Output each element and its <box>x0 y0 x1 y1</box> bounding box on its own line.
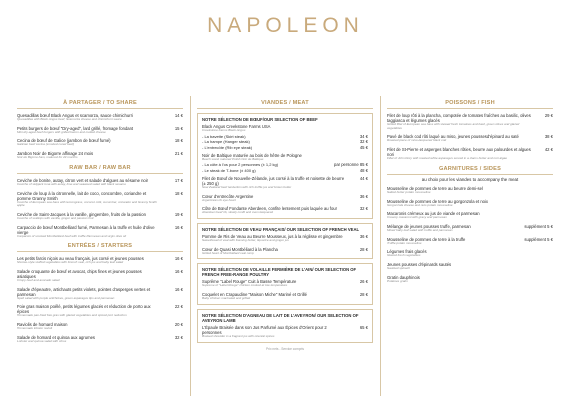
poultry-selection-heading: NOTRE SÉLECTION DE VOLAILLE FERMIÈRE DE L'AIN/ OUR SELECTION OF FRENCH FREE-RANGE POULTRY <box>202 267 357 278</box>
item-description: Homemade lobster ravioli <box>17 326 53 331</box>
menu-item <box>202 206 368 215</box>
item-name: Salade de homard et quinoa aux agrumes <box>17 334 95 340</box>
menu-item <box>17 151 183 160</box>
item-name: Petits burgers de bœuf "Dry-aged", lard grillé, fromage fondant <box>17 125 134 131</box>
item-price: 36 € <box>359 193 368 199</box>
item-name: Pavé de black cod rôti laqué au miso, jeunes poussesd'épinard au saté <box>387 134 519 140</box>
menu-item <box>387 199 553 208</box>
item-name: Filet de St-Pierre et asperges blanches rôties, beurre aux palourdes et algues nori <box>387 147 531 158</box>
item-price: 22 € <box>174 304 183 310</box>
share-list <box>17 113 183 160</box>
sides-list <box>387 186 553 284</box>
menu-item <box>202 234 368 243</box>
left-column <box>17 100 183 348</box>
item-description: Creekstone Farms Black Angus <box>202 128 246 132</box>
item-description: Baby chicken marinated and grilled <box>202 296 251 301</box>
item-name: Mélange de jeunes pousses truffe, parmesan <box>387 223 471 229</box>
item-name: Carpaccio de bœuf Montbelliard fumé, Parmesan à la truffe et huile d'olive vierge <box>17 224 155 235</box>
menu-item <box>202 292 368 301</box>
item-description: Quesadillas with Black Angus beef, Scamorza cheese and chimichurri sauce <box>17 117 122 121</box>
menu-item <box>17 138 183 147</box>
menu-item <box>202 325 368 339</box>
section-title-meat: VIANDES / MEAT <box>197 100 373 109</box>
section-title-share: À PARTAGER / TO SHARE <box>17 100 183 109</box>
beef-cuts-list <box>202 134 368 150</box>
item-price: 45 € <box>359 144 368 150</box>
item-price: 65 € <box>359 324 368 330</box>
item-price: 28 € <box>359 246 368 252</box>
item-price: 32 € <box>174 334 183 340</box>
poultry-selection-box <box>197 263 373 304</box>
sides-subtitle: au choix pour les viandes to accompany the meat <box>421 176 519 182</box>
item-name: Les petits farcis niçois au veau français, jus corsé et jeunes pousses <box>17 256 144 262</box>
item-description: Crispy beef and avocado salad <box>17 278 60 283</box>
item-name: Black Angus Creekstone Farms USA <box>202 124 271 129</box>
item-description: Noir de Bigorre ham, matured for 24 months <box>17 155 78 160</box>
item-description: Fillet of John Dory with roasted white asparagus served in a clams butter and nori algae <box>387 156 508 161</box>
menu-item <box>17 287 183 301</box>
item-description: Homemade pan-fried foie gras with glazed vegetables and spiced port reduction <box>17 313 127 318</box>
menu-item <box>17 304 183 318</box>
item-name: Pomme de Ris de Veau au Beurre Mousseux, jus à la réglisse et gingembre <box>202 234 343 240</box>
right-column <box>387 100 553 287</box>
item-price: 21 € <box>174 151 183 157</box>
menu-item <box>17 269 183 283</box>
item-description: Truffle potato mousseline <box>387 240 422 245</box>
item-name: Salade d'épeautre, artichauts petits violets, pointes d'asperges vertes et parmesan <box>17 286 151 297</box>
menu-item <box>17 212 183 221</box>
item-price: 16 € <box>174 256 183 262</box>
item-price: 32 € <box>359 206 368 212</box>
menu-item <box>202 194 368 203</box>
item-description: Sautéed spinach <box>387 266 411 271</box>
item-price: 42 € <box>544 147 553 153</box>
beef-selection-heading: NOTRE SÉLECTION DE BŒUF/OUR SELECTION OF BEEF <box>202 117 318 122</box>
item-name: Légumes frais glacés <box>387 249 427 255</box>
item-description: Grilled heart of Montbéliard veal rump <box>202 250 254 255</box>
menu-item <box>202 153 368 162</box>
item-description: Roasted piece of miso-lacquered black cod <box>387 138 447 143</box>
item-name: - Le steak de T-bone (± 400 g) <box>202 167 256 173</box>
menu-item <box>202 139 368 144</box>
veal-list <box>202 234 368 255</box>
item-name: Côte de Bœuf Fondante Aberdeen, confite lentement puis laquée au four <box>202 206 338 212</box>
item-name: - La hampe (Hanger steak) <box>202 139 250 145</box>
item-name: Mousseline de pommes de terre au beurre demi-sel <box>387 185 483 191</box>
menu-item <box>17 126 183 135</box>
item-name: Salade croquante de bœuf et avocat, chips fines et jeunes pousses asiatiques <box>17 269 142 280</box>
menu-item <box>387 262 553 271</box>
item-name: Quesadillas bœuf Black Angus et scamorza, sauce chimichurri <box>17 113 133 118</box>
item-description: Potatoes gratin <box>387 278 408 283</box>
item-description: Aberdeen beef rib, slowly confit and oven lacquered <box>202 210 274 215</box>
item-description: Grilled fillet of European sea bass with stewed fresh tomatoes and basil, green olives and glazed vegetables <box>387 122 520 130</box>
item-description: Salted butter potato mousseline <box>387 189 431 194</box>
item-price: 32 € <box>359 139 368 145</box>
item-description: Creamy macaroni with gravy and parmesan <box>387 215 447 220</box>
menu-item <box>17 225 183 239</box>
item-price: 44 € <box>359 175 368 181</box>
item-price: 38 € <box>544 134 553 140</box>
item-description: Spelt salad with purple artichokes, green asparagus tips and parmesan <box>17 295 115 300</box>
item-name: Cœur d'entrecôte Argentine <box>202 193 254 199</box>
poultry-list <box>202 279 368 300</box>
menu-item <box>387 249 553 258</box>
menu-item <box>202 176 368 190</box>
item-description: Carpaccio of smoked Montbelliard beef with truffle Parmesan and virgin olive oil <box>17 233 127 238</box>
item-description: Nicoise-style stuffed vegetables with French veal, rich jus and baby leaf salad <box>17 260 124 265</box>
menu-item <box>17 335 183 344</box>
menu-item <box>17 191 183 208</box>
item-name: Mousseline de pommes de terre au gorgonzola et noix <box>387 198 489 204</box>
item-description: Galician beef cecina (smoked cured beef) <box>17 142 75 147</box>
item-description: Ceviche of European sea bass with lemongrass, coconut milk, cucumber, coriander and Granny Smith apple <box>17 199 157 208</box>
item-description: Beech wood matured Polish Noir de Baltique <box>202 156 264 161</box>
item-price: 34 € <box>359 133 368 139</box>
item-description: Mini dry-aged beef burgers with grilled bacon and melted cheese <box>17 129 106 134</box>
item-description: Braised shoulder in a fragrant jus with oriental spices <box>202 333 275 338</box>
menu-item <box>202 145 368 150</box>
item-description: Ceviche of skipjack tuna with autay, lime and seaweed salad with black sesame <box>17 181 126 186</box>
item-description: Ceviche of scallops with vanilla, ginger and passion fruit <box>17 215 94 220</box>
item-name: - La bavette (Skirt steak) <box>202 133 246 139</box>
center-column <box>197 100 373 351</box>
item-price: 18 € <box>174 138 183 144</box>
item-name: Filet de loup rôti à la plancha, compotée de tomates fraîches au basilic, olives taggiasca et légumes glacés <box>387 113 531 123</box>
menu-item <box>202 247 368 256</box>
item-description: Sweetbread of veal with foaming butter, liquorice and ginger jus <box>202 238 289 243</box>
item-description: Gorgonzola cheese and nuts potato mousseline <box>387 202 453 207</box>
item-price: 48 € <box>359 167 368 173</box>
menu-item <box>387 237 553 246</box>
item-description: New Zealand beef tenderloin with rich truffle jus and brown butter <box>202 184 292 189</box>
item-price: 19 € <box>174 211 183 217</box>
section-title-fish: POISSONS / FISH <box>387 100 553 109</box>
item-price: 16 € <box>174 269 183 275</box>
item-name: - La côte à l'os pour 2 personnes (± 1,2 kg) <box>202 162 279 168</box>
price-note: Prix nets - Service compris <box>266 346 304 351</box>
item-name: Mousseline de pommes de terre à la truffe <box>387 236 466 242</box>
item-name: Foie gras maison poêlé, petits légumes glacés et réduction de porto aux épices <box>17 304 151 315</box>
item-price: 16 € <box>174 286 183 292</box>
item-name: Ceviche de Saint-Jacques à la vanille, gingembre, fruits de la passion <box>17 211 146 217</box>
menu-item <box>202 168 368 173</box>
item-description: Glazed fresh vegetables <box>387 253 421 258</box>
raw-bar-list <box>17 178 183 239</box>
lamb-selection-box <box>197 309 373 343</box>
item-name: Coquelet en Crapaudine "Maison Miche" Mariné et Grillé <box>202 292 307 298</box>
menu-item <box>387 147 553 161</box>
item-price: 16 € <box>174 224 183 230</box>
item-name: Cecina de bœuf de Galice (jambon de bœuf fumé) <box>17 138 111 144</box>
menu-item <box>202 134 368 139</box>
menu-item <box>17 178 183 187</box>
item-price: par personne 85 € <box>334 162 368 168</box>
item-price: 14 € <box>174 113 183 118</box>
item-price: 18 € <box>174 190 183 196</box>
item-price: supplément 5 € <box>524 223 553 229</box>
menu-item <box>202 162 368 167</box>
item-name: Jambon Noir de Bigorre affinage 24 mois <box>17 151 94 157</box>
menu-item <box>202 279 368 288</box>
item-description: Mixed baby leaf salad with truffle and parmesan <box>387 227 453 232</box>
item-name: Raviolis de homard maison <box>17 322 68 328</box>
lamb-list <box>202 325 368 339</box>
menu-item <box>387 224 553 233</box>
item-price: 20 € <box>174 322 183 328</box>
item-price: 17 € <box>174 177 183 183</box>
item-name: Gratin dauphinois <box>387 274 420 280</box>
item-price: supplément 5 € <box>524 236 553 242</box>
item-name: Ceviche de loup à la citronnelle, lait de coco, concombre, coriandre et pomme Granny Smith <box>17 190 147 201</box>
item-name: Cœur de Quasi Montbéliard à la Plancha <box>202 246 278 252</box>
item-name: L'Épaule Braisée dans son Jus Parfumé aux Épices d'Orient pour 2 personnes <box>202 324 327 335</box>
item-description: Lobster and quinoa salad with citrus <box>17 338 67 343</box>
menu-item <box>387 275 553 284</box>
section-title-sides: GARNITURES / SIDES <box>387 166 553 175</box>
starters-list <box>17 256 183 343</box>
item-price: 28 € <box>359 292 368 298</box>
menu-item <box>17 322 183 331</box>
section-title-starters: ENTRÉES / STARTERS <box>17 243 183 252</box>
item-price: 29 € <box>544 113 553 118</box>
menu-item <box>17 113 183 122</box>
item-name: Jeunes pousses d'épinards sautés <box>387 262 452 268</box>
menu-item <box>387 134 553 143</box>
restaurant-logo: NAPOLEON <box>207 14 364 37</box>
fish-list <box>387 113 553 161</box>
veal-selection-box <box>197 223 373 259</box>
item-description: Supreme of "Label Rouge" chicken cooked at low temperature <box>202 283 288 288</box>
item-name: - L'entrecôte (Rib eye steak) <box>202 144 253 150</box>
polish-cuts-list <box>202 162 368 173</box>
item-name: Noir de Baltique maturée au bois de hêtre de Pologne <box>202 152 302 158</box>
item-price: 26 € <box>359 279 368 285</box>
item-name: Macaronis crémeux au jus de viande et parmesan <box>387 211 480 217</box>
item-price: 15 € <box>174 125 183 131</box>
column-divider <box>190 96 191 396</box>
column-divider <box>380 96 381 396</box>
item-name: Suprême "Label Rouge" Cuit à Basse Température <box>202 279 297 285</box>
item-price: 36 € <box>359 234 368 240</box>
menu-item <box>387 186 553 195</box>
lamb-selection-heading: NOTRE SÉLECTION D'AGNEAU DE LAIT DE L'AVEYRON/ OUR SELECTION OF AVEYRON LAMB <box>202 312 359 323</box>
beef-selection-box <box>197 113 373 219</box>
item-name: Ceviche de bonite, autay, citron vert et salade d'algues au sésame noir <box>17 177 149 183</box>
menu-item <box>202 124 368 133</box>
menu-item <box>387 113 553 130</box>
menu-item <box>17 256 183 265</box>
item-description: Argentinian rib eye heart <box>202 197 236 202</box>
item-name: Filet de Bœuf de Nouvelle-Zélande, jus corsé à la truffe et noisette de beurre (± 250 g) <box>202 175 345 186</box>
veal-selection-heading: NOTRE SÉLECTION DE VEAU FRANÇAIS/ OUR SELECTION OF FRENCH VEAL <box>202 227 360 233</box>
section-title-raw-bar: RAW BAR / RAW BAR <box>17 165 183 174</box>
menu-item <box>387 211 553 220</box>
